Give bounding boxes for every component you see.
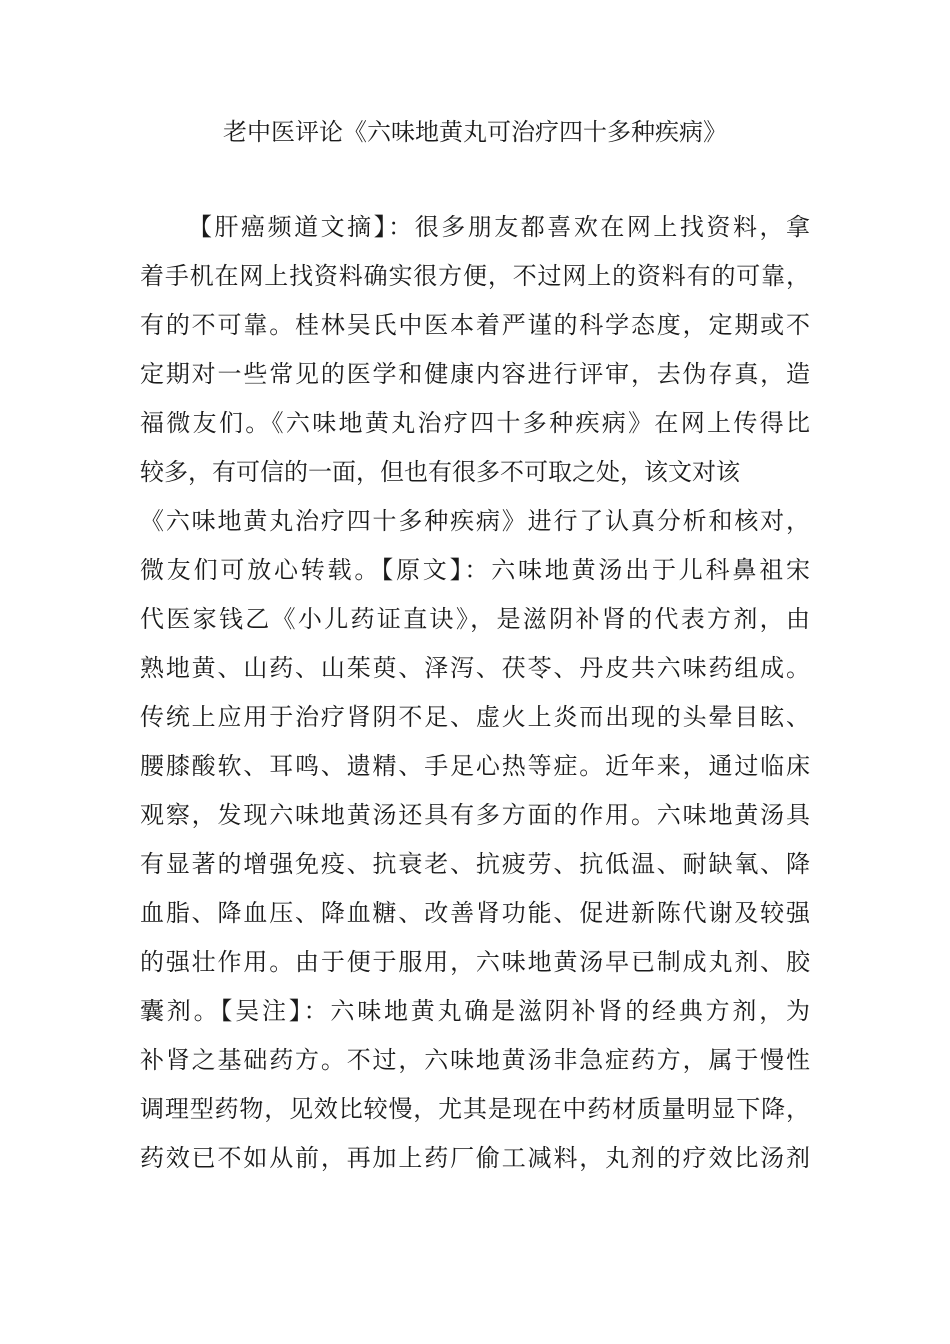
document-body bbox=[140, 203, 810, 1183]
body-line: 有的不可靠。桂林吴氏中医本着严谨的科学态度，定期或不 bbox=[140, 311, 810, 339]
body-line: 血脂、降血压、降血糖、改善肾功能、促进新陈代谢及较强 bbox=[140, 899, 810, 927]
body-line: 观察，发现六味地黄汤还具有多方面的作用。六味地黄汤具 bbox=[140, 801, 810, 829]
body-line: 代医家钱乙《小儿药证直诀》，是滋阴补肾的代表方剂，由 bbox=[140, 605, 810, 633]
body-line: 【肝癌频道文摘】：很多朋友都喜欢在网上找资料，拿 bbox=[188, 213, 810, 241]
body-line: 补肾之基础药方。不过，六味地黄汤非急症药方，属于慢性 bbox=[140, 1046, 810, 1074]
body-line: 微友们可放心转载。【原文】：六味地黄汤出于儿科鼻祖宋 bbox=[140, 556, 810, 584]
body-line: 定期对一些常见的医学和健康内容进行评审，去伪存真，造 bbox=[140, 360, 810, 388]
body-line: 囊剂。【吴注】：六味地黄丸确是滋阴补肾的经典方剂，为 bbox=[140, 997, 810, 1025]
body-line: 福微友们。《六味地黄丸治疗四十多种疾病》在网上传得比 bbox=[140, 409, 810, 437]
body-line: 腰膝酸软、耳鸣、遗精、手足心热等症。近年来，通过临床 bbox=[140, 752, 810, 780]
body-line: 着手机在网上找资料确实很方便，不过网上的资料有的可靠， bbox=[140, 262, 810, 290]
body-line: 较多，有可信的一面，但也有很多不可取之处，该文对该 bbox=[140, 458, 740, 486]
body-line: 有显著的增强免疫、抗衰老、抗疲劳、抗低温、耐缺氧、降 bbox=[140, 850, 810, 878]
document-title: 老中医评论《六味地黄丸可治疗四十多种疾病》 bbox=[223, 118, 727, 146]
body-line: 药效已不如从前，再加上药厂偷工减料，丸剂的疗效比汤剂 bbox=[140, 1144, 810, 1172]
body-line: 的强壮作用。由于便于服用，六味地黄汤早已制成丸剂、胶 bbox=[140, 948, 810, 976]
body-line: 《六味地黄丸治疗四十多种疾病》进行了认真分析和核对， bbox=[140, 507, 810, 535]
body-line: 熟地黄、山药、山茱萸、泽泻、茯苓、丹皮共六味药组成。 bbox=[140, 654, 810, 682]
body-line: 调理型药物，见效比较慢，尤其是现在中药材质量明显下降， bbox=[140, 1095, 810, 1123]
body-line: 传统上应用于治疗肾阴不足、虚火上炎而出现的头晕目眩、 bbox=[140, 703, 810, 731]
